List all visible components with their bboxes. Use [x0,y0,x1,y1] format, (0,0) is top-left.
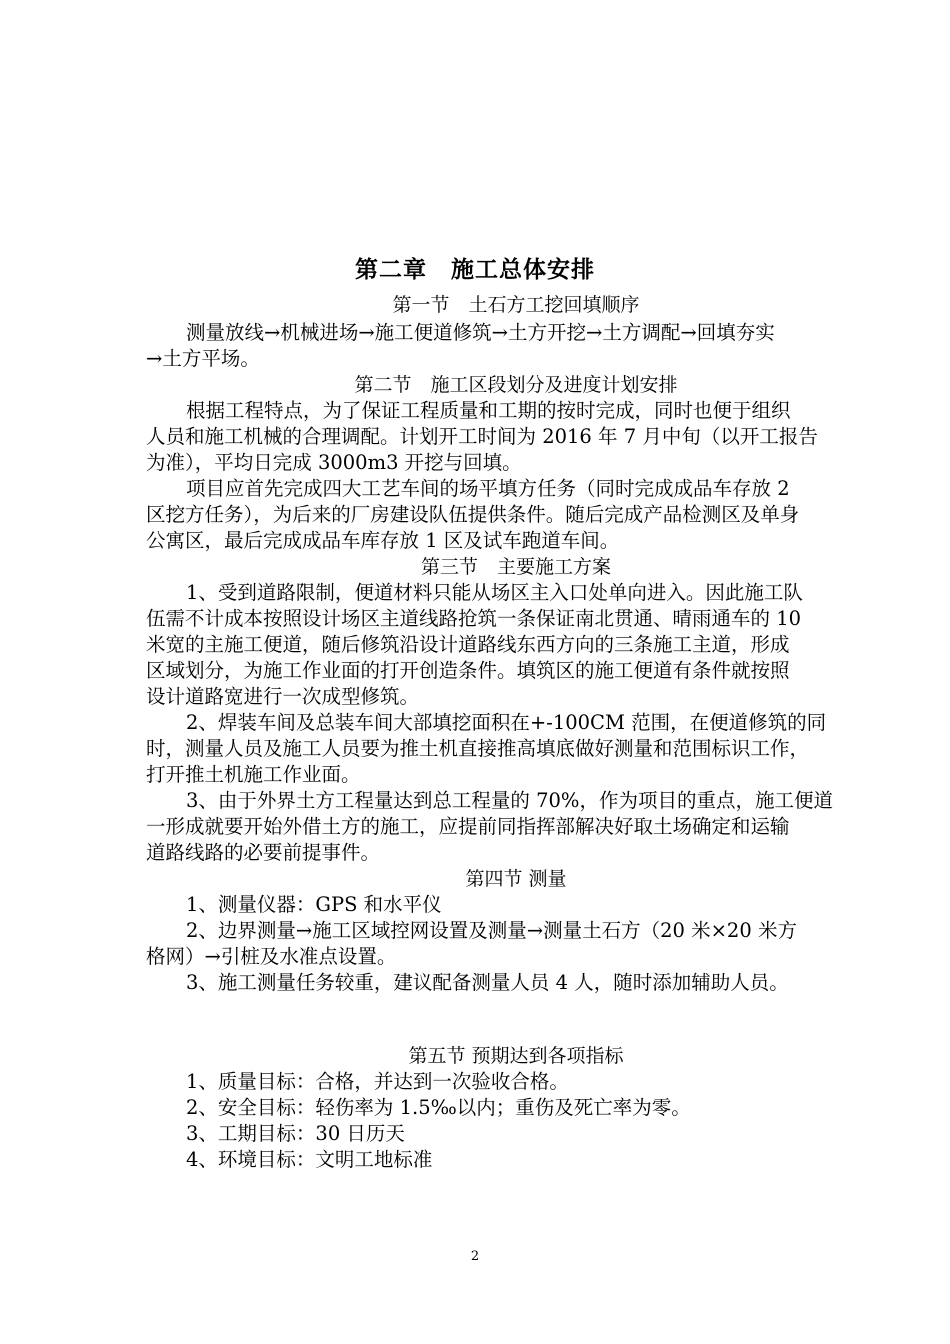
section-5-title: 第五节 预期达到各项指标 [408,1045,624,1067]
paragraph-line: 2、安全目标：轻伤率为 1.5‰以内；重伤及死亡率为零。 [186,1096,691,1119]
paragraph-line: 道路线路的必要前提事件。 [146,841,381,864]
paragraph-line: 打开推土机施工作业面。 [146,763,361,786]
paragraph-line: 区域划分，为施工作业面的打开创造条件。填筑区的施工便道有条件就按照 [146,659,790,682]
paragraph-line: 格网）→引桩及水准点设置。 [146,945,397,968]
paragraph-line: 3、工期目标：30 日历天 [186,1122,405,1145]
paragraph-line: 3、施工测量任务较重，建议配备测量人员 4 人，随时添加辅助人员。 [186,971,789,994]
page-number: 2 [470,1249,480,1264]
section-1-title: 第一节 土石方工挖回填顺序 [392,294,640,316]
section-3-title: 第三节 主要施工方案 [420,556,611,578]
section-2-title: 第二节 施工区段划分及进度计划安排 [354,374,678,396]
paragraph-line: 根据工程特点，为了保证工程质量和工期的按时完成，同时也便于组织 [186,399,791,422]
paragraph-line: 1、测量仪器：GPS 和水平仪 [186,893,442,916]
paragraph-line: 人员和施工机械的合理调配。计划开工时间为 2016 年 7 月中旬（以开工报告 [146,425,818,448]
paragraph-line: 1、受到道路限制，便道材料只能从场区主入口处单向进入。因此施工队 [186,581,803,604]
section-4-title: 第四节 测量 [465,868,567,890]
paragraph-line: 时，测量人员及施工人员要为推土机直接推高填底做好测量和范围标识工作， [146,737,810,760]
paragraph-line: 区挖方任务），为后来的厂房建设队伍提供条件。随后完成产品检测区及单身 [146,503,800,526]
paragraph-line: 1、质量目标：合格，并达到一次验收合格。 [186,1070,569,1093]
paragraph-line: 为准），平均日完成 3000m3 开挖与回填。 [146,451,522,474]
paragraph-line: 米宽的主施工便道，随后修筑沿设计道路线东西方向的三条施工主道，形成 [146,633,790,656]
paragraph-line: 2、边界测量→施工区域控网设置及测量→测量土石方（20 米×20 米方 [186,919,797,942]
paragraph-line: →土方平场。 [146,347,260,370]
paragraph-line: 伍需不计成本按照设计场区主道线路抢筑一条保证南北贯通、晴雨通车的 10 [146,607,802,630]
paragraph-line: 设计道路宽进行一次成型修筑。 [146,685,420,708]
paragraph-line: 一形成就要开始外借土方的施工，应提前同指挥部解决好取土场确定和运输 [146,815,790,838]
paragraph-line: 3、由于外界土方工程量达到总工程量的 70%，作为项目的重点，施工便道 [186,789,833,812]
paragraph-line: 公寓区，最后完成成品车库存放 1 区及试车跑道车间。 [146,529,620,552]
paragraph-line: 2、焊装车间及总装车间大部填挖面积在+-100CM 范围，在便道修筑的同 [186,711,827,734]
paragraph-line: 项目应首先完成四大工艺车间的场平填方任务（同时完成成品车存放 2 [186,477,790,500]
paragraph-line: 4、环境目标：文明工地标准 [186,1148,433,1171]
paragraph-line: 测量放线→机械进场→施工便道修筑→土方开挖→土方调配→回填夯实 [186,321,775,344]
chapter-title: 第二章 施工总体安排 [355,256,595,283]
